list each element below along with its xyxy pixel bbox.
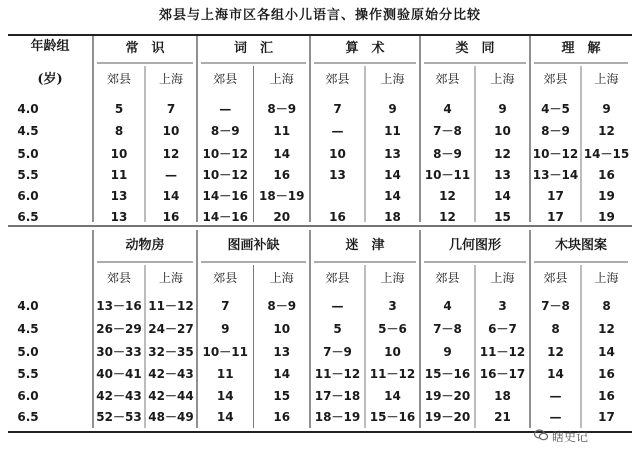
city-cell: 6－7 [488,322,517,336]
city-cell: 10 [384,345,401,359]
suburb-cell: 19－20 [424,389,471,403]
suburb-column-header: 郊县 [213,271,238,285]
suburb-cell: 13 [329,168,346,182]
city-column-header: 上海 [594,271,619,285]
city-cell: 10 [162,124,180,138]
age-unit-label: (岁) [37,72,63,87]
suburb-cell: 13－14 [532,168,579,182]
city-column-header: 上海 [158,271,184,285]
suburb-cell: 11 [110,168,128,182]
city-cell: 16 [273,168,291,182]
city-cell: 12 [162,147,180,161]
suburb-cell: — [219,102,232,116]
city-cell: 8－9 [267,102,297,116]
city-cell: 8 [602,299,611,313]
suburb-cell: 52－53 [96,410,142,424]
suburb-cell: 13 [110,189,128,203]
city-cell: 3 [388,299,397,313]
suburb-column-header: 郊县 [106,271,132,285]
city-cell: 13 [494,168,511,182]
suburb-cell: 14－16 [202,189,248,203]
suburb-cell: 5 [114,102,124,116]
city-cell: 16 [598,367,615,381]
city-cell: 20 [273,210,291,224]
suburb-cell: 12 [439,189,456,203]
age-label: 5.0 [17,147,39,161]
city-cell: 18 [384,210,401,224]
suburb-cell: 18－19 [314,410,361,424]
city-cell: 14 [273,367,291,381]
city-cell: 11－12 [369,367,416,381]
suburb-cell: 17 [547,189,564,203]
suburb-cell: 42－43 [96,389,142,403]
city-cell: 15 [494,210,511,224]
suburb-cell: 19－20 [424,410,471,424]
city-cell: 7 [166,102,176,116]
group-header: 词 汇 [233,41,274,56]
city-cell: 17 [598,410,615,424]
age-label: 6.0 [17,189,39,203]
age-label: 4.5 [17,124,39,138]
city-cell: 14 [598,345,615,359]
suburb-cell: 8 [114,124,124,138]
watermark-text: 瞎史记 [552,430,589,444]
suburb-column-header: 郊县 [543,72,568,86]
suburb-cell: 30－33 [96,345,142,359]
table-title: 郊县与上海市区各组小儿语言、操作测验原始分比较 [158,8,481,23]
suburb-cell: 10－12 [202,147,248,161]
city-cell: 32－35 [148,345,194,359]
city-cell: 13 [273,345,291,359]
city-cell: 15 [273,389,291,403]
group-header: 图画补缺 [227,238,280,253]
city-cell: 11 [384,124,401,138]
suburb-cell: 15－16 [424,367,471,381]
suburb-cell: 14 [216,410,234,424]
city-column-header: 上海 [490,72,515,86]
suburb-cell: 40－41 [96,367,142,381]
city-cell: 42－43 [148,367,194,381]
age-label: 4.0 [17,102,39,116]
city-cell: 3 [498,299,507,313]
city-cell: 9 [602,102,611,116]
wechat-icon [534,428,548,442]
city-cell: 10 [494,124,511,138]
suburb-cell: 7－9 [323,345,352,359]
age-label: 4.0 [17,299,39,313]
group-header: 常 识 [125,41,165,56]
suburb-cell: 7－8 [433,322,462,336]
city-cell: 13 [384,147,401,161]
suburb-cell: — [331,124,344,138]
suburb-cell: 7－8 [541,299,570,313]
suburb-column-header: 郊县 [543,271,568,285]
suburb-cell: — [549,410,562,424]
city-cell: 8－9 [267,299,297,313]
age-label: 6.5 [17,410,39,424]
suburb-cell: 8－9 [433,147,462,161]
suburb-cell: — [549,389,562,403]
city-cell: 15－16 [369,410,416,424]
suburb-cell: 4 [443,299,452,313]
city-cell: 24－27 [148,322,194,336]
city-cell: 16 [273,410,291,424]
city-cell: 19 [598,189,615,203]
suburb-column-header: 郊县 [325,271,350,285]
city-column-header: 上海 [269,271,294,285]
suburb-cell: 14－16 [202,210,248,224]
age-group-header: 年龄组 [30,39,70,54]
suburb-cell: 17－18 [314,389,361,403]
suburb-cell: 17 [547,210,564,224]
city-column-header: 上海 [490,271,515,285]
age-label: 5.5 [17,168,39,182]
suburb-cell: 7 [221,299,230,313]
suburb-cell: 7 [333,102,342,116]
city-column-header: 上海 [380,72,405,86]
group-header: 类 同 [455,41,495,56]
suburb-cell: 12 [547,345,564,359]
suburb-cell: 11－12 [314,367,361,381]
suburb-cell: 14 [216,389,234,403]
city-cell: 12 [598,322,615,336]
suburb-cell: 10 [110,147,128,161]
city-column-header: 上海 [269,72,294,86]
age-label: 6.5 [17,210,39,224]
city-cell: 21 [494,410,511,424]
city-cell: 14 [162,189,180,203]
city-cell: 16 [162,210,180,224]
suburb-column-header: 郊县 [325,72,350,86]
city-cell: 10 [273,322,291,336]
city-cell: 9 [498,102,507,116]
suburb-column-header: 郊县 [106,72,132,86]
suburb-cell: 11 [216,367,234,381]
suburb-column-header: 郊县 [213,72,238,86]
city-cell: 16 [598,168,615,182]
city-cell: — [165,168,177,182]
age-label: 4.5 [17,322,39,336]
city-cell: 16－17 [479,367,526,381]
city-cell: 11－12 [479,345,526,359]
city-cell: 14 [273,147,291,161]
suburb-cell: 4－5 [541,102,570,116]
city-cell: 14 [384,189,401,203]
suburb-cell: 9 [443,345,452,359]
group-header: 几何图形 [448,238,502,253]
group-header: 理 解 [561,41,601,56]
city-cell: 12 [598,124,615,138]
suburb-cell: — [331,299,344,313]
city-cell: 16 [598,389,615,403]
suburb-cell: 8－9 [541,124,570,138]
group-header: 迷 津 [345,238,385,253]
group-header: 木块图案 [554,238,608,253]
city-cell: 14 [384,168,401,182]
city-cell: 48－49 [148,410,194,424]
suburb-cell: 10 [329,147,346,161]
city-cell: 9 [388,102,397,116]
city-cell: 19 [598,210,615,224]
city-column-header: 上海 [158,72,184,86]
suburb-cell: 9 [221,322,230,336]
suburb-cell: 13－16 [96,299,142,313]
group-header: 算 术 [345,41,385,56]
suburb-cell: 13 [110,210,128,224]
suburb-column-header: 郊县 [435,72,460,86]
suburb-cell: 26－29 [96,322,142,336]
suburb-cell: 16 [329,210,346,224]
suburb-cell: 10－12 [532,147,579,161]
suburb-cell: 8 [551,322,560,336]
age-label: 6.0 [17,389,39,403]
suburb-column-header: 郊县 [435,271,460,285]
suburb-cell: 12 [439,210,456,224]
suburb-cell: 10－11 [202,345,248,359]
group-header: 动物房 [125,238,165,253]
suburb-cell: 7－8 [433,124,462,138]
city-cell: 11 [273,124,291,138]
city-cell: 42－44 [148,389,194,403]
age-label: 5.0 [17,345,39,359]
city-column-header: 上海 [594,72,619,86]
city-cell: 5－6 [378,322,407,336]
city-cell: 14 [384,389,401,403]
city-cell: 18－19 [259,189,305,203]
city-cell: 14－15 [583,147,630,161]
suburb-cell: 14 [547,367,564,381]
suburb-cell: 5 [333,322,342,336]
suburb-cell: 8－9 [210,124,240,138]
city-column-header: 上海 [380,271,405,285]
city-cell: 14 [494,189,511,203]
city-cell: 12 [494,147,511,161]
age-label: 5.5 [17,367,39,381]
suburb-cell: 4 [443,102,452,116]
suburb-cell: 10－12 [202,168,248,182]
suburb-cell: 10－11 [424,168,471,182]
city-cell: 18 [494,389,511,403]
city-cell: 11－12 [148,299,194,313]
